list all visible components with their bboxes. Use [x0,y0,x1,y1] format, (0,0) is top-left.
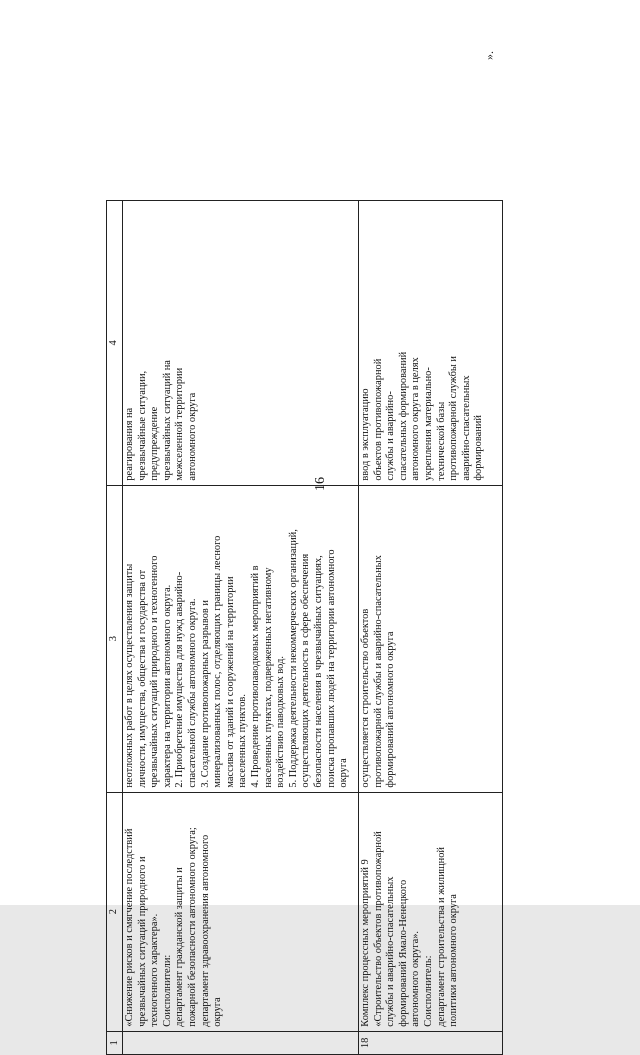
header-col-1: 1 [107,1031,123,1054]
header-col-4: 4 [107,201,123,486]
cell-text-line: политики автономного округа [448,894,460,1027]
cell-text-line: Соисполнители: [161,954,173,1027]
cell-text-line: поиска пропавших людей на территории автономного [325,549,337,788]
cell-text-line: Комплекс процессных мероприятий 9 [360,859,371,1027]
row-number [123,1031,359,1054]
cell-text-line: пожарной безопасности автономного округа; [186,827,198,1027]
cell-text-line: осуществляется строительство объектов [360,608,371,788]
cell-text-line: формирований автономного округа [385,631,397,788]
cell-text-line: департамент здравоохранения автономного [199,834,211,1027]
table-header-row [107,201,123,1055]
cell-text-line: массива от зданий и сооружений на территории [224,576,236,788]
cell-text-line: округа [338,758,350,788]
cell-text-line: 2. Приобретение имущества для нужд аварийно- [174,571,186,788]
cell-text-line: 5. Поддержка деятельности некоммерческих организаций, [287,529,299,788]
cell-text-line: округа [212,997,224,1027]
cell-text-line: воздействию паводковых вод. [275,656,287,788]
cell-text-line: автономного округа в целях [410,357,422,481]
cell-text-line: службы и аварийно- [385,391,397,481]
header-col-2: 2 [107,792,123,1031]
cell-text-line: формирований Ямало-Ненецкого [397,879,409,1027]
row-number: 18 [359,1031,503,1054]
cell-text-line: неотложных работ в целях осуществления защиты [124,563,135,788]
cell-text-line: противопожарной службы и [448,356,460,481]
header-col-3: 3 [107,485,123,792]
cell-text-line: 3. Создание противопожарных разрывов и [199,600,211,788]
measure-title-cell [123,792,359,1031]
page-number: 16 [313,477,328,491]
measure-tasks-cell [359,485,503,792]
rotated-table-container [106,200,501,1055]
cell-text-line: чрезвычайных ситуаций на [161,360,173,481]
cell-text-line: населенных пунктов. [237,694,249,788]
cell-text-line: Соисполнитель: [422,955,434,1027]
cell-text-line: департамент гражданской защиты и [174,867,186,1027]
cell-text-line: объектов противопожарной [372,358,384,481]
closing-quote-mark: ». [482,51,496,60]
cell-text-line: чрезвычайных ситуаций природного и техногенного [149,555,161,788]
table-row [123,201,359,1055]
cell-text-line: спасательной службы автономного округа. [186,598,198,788]
cell-text-line: техногенного характера». [149,913,161,1027]
cell-text-line: автономного округа». [410,930,422,1027]
cell-text-line: автономного округа [186,392,198,481]
cell-text-line: чрезвычайных ситуаций природного и [136,856,148,1027]
cell-text-line: ввод в эксплуатацию [360,388,371,481]
cell-text-line: формирований [473,415,485,481]
table-row [359,201,503,1055]
cell-text-line: реагирования на [124,407,135,481]
cell-text-line: «Строительство объектов противопожарной [372,831,384,1027]
measure-result-cell [123,201,359,486]
cell-text-line: аварийно-спасательных [460,375,472,481]
measure-result-cell [359,201,503,486]
measure-title-cell [359,792,503,1031]
cell-text-line: минерализованных полос, отделяющих границы лесного [212,535,224,788]
measure-tasks-cell [123,485,359,792]
cell-text-line: населенных пунктах, подверженных негативному [262,567,274,788]
cell-text-line: спасательных формирований [397,351,409,481]
cell-text-line: личности, имущества, общества и государства от [136,569,148,788]
cell-text-line: противопожарной службы и аварийно-спасательных [372,555,384,788]
cell-text-line: межселенной территории [174,367,186,481]
cell-text-line: чрезвычайные ситуации, [136,370,148,481]
cell-text-line: предупреждение [149,406,161,481]
cell-text-line: осуществляющих деятельность в сфере обеспечения [300,553,312,788]
measures-table [106,200,503,1055]
cell-text-line: характера на территории автономного округа. [161,584,173,788]
cell-text-line: службы и аварийно-спасательных [385,876,397,1027]
cell-text-line: «Снижение рисков и смягчение последствий [124,828,135,1027]
cell-text-line: технической базы [435,401,447,481]
cell-text-line: 4. Проведение противопаводковых мероприятий в [249,565,261,788]
cell-text-line: департамент строительства и жилищной [435,847,447,1027]
cell-text-line: безопасности населения в чрезвычайных ситуациях, [312,555,324,788]
cell-text-line: укрепления материально- [422,367,434,481]
